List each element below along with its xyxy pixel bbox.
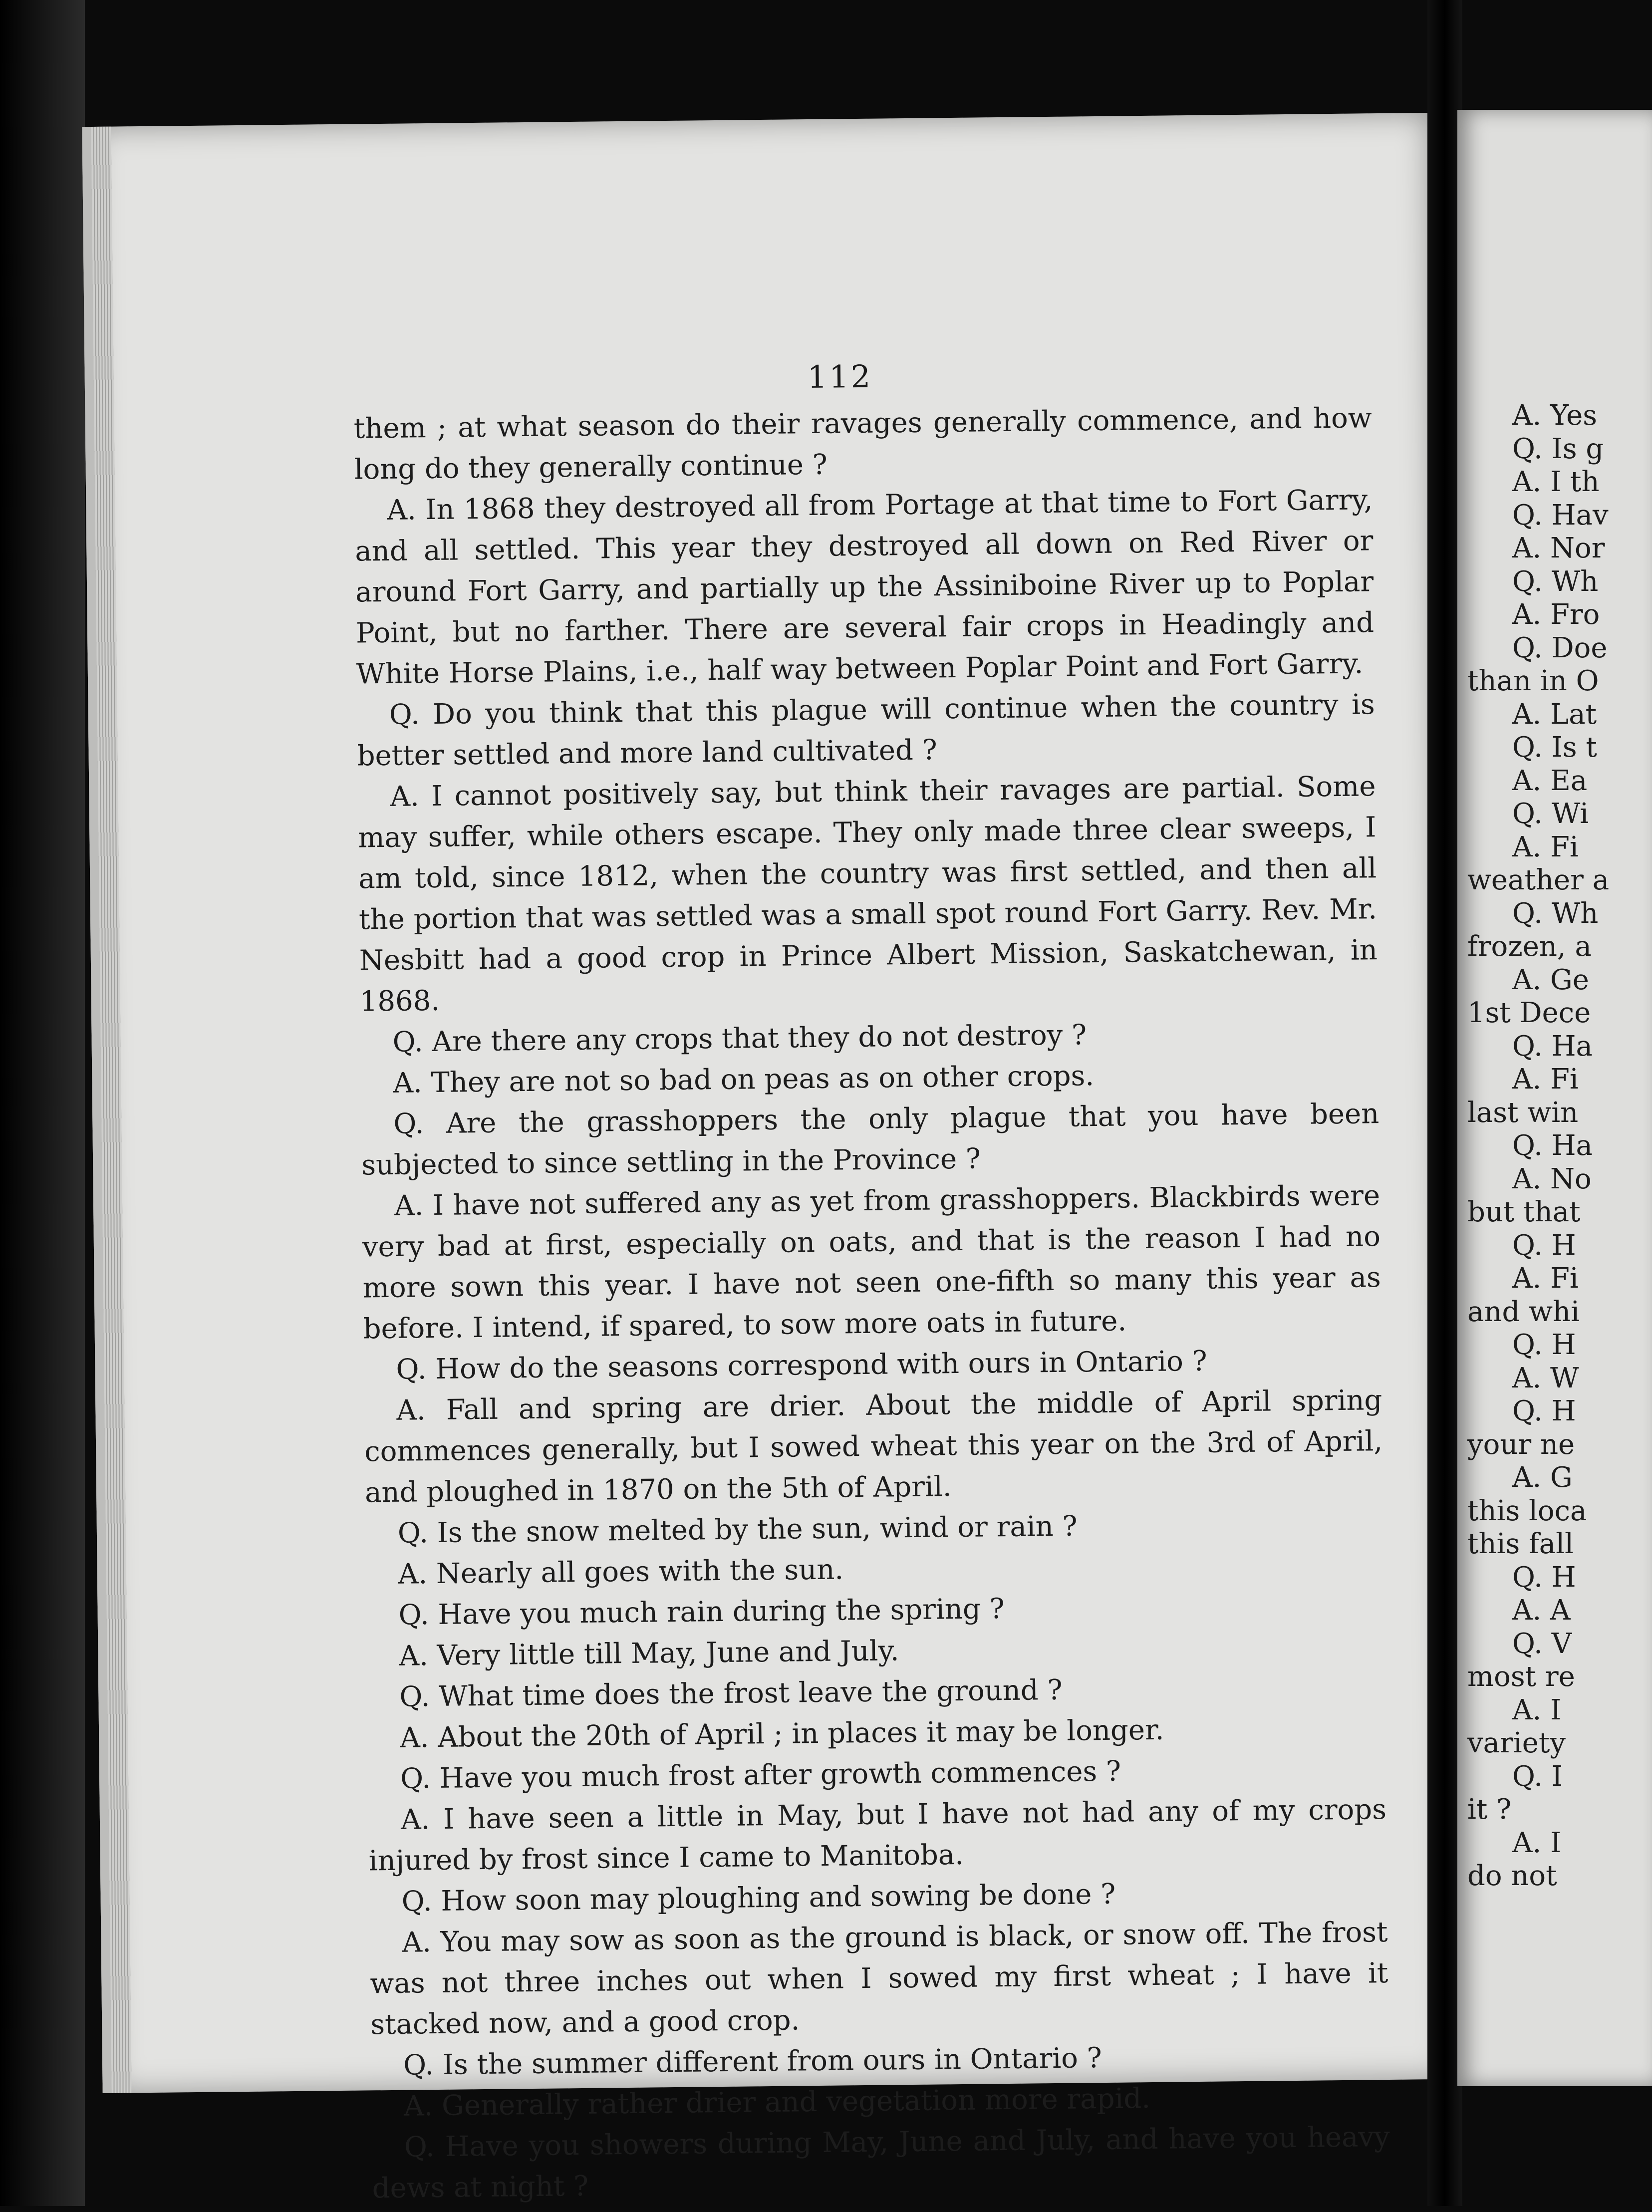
- facing-page-line: A. Fi: [1512, 830, 1579, 863]
- facing-page-line: last win: [1467, 1096, 1579, 1129]
- facing-page-line: A. Nor: [1512, 532, 1605, 564]
- facing-page-line: weather a: [1467, 864, 1610, 896]
- paragraph: Q. Are there any crops that they do not destroy ?: [392, 1019, 1087, 1059]
- facing-page-line: it ?: [1467, 1793, 1512, 1826]
- facing-page-line: A. I: [1512, 1693, 1562, 1726]
- facing-page-line: variety: [1467, 1727, 1566, 1759]
- paragraph: Q. What time does the frost leave the ground ?: [399, 1673, 1063, 1713]
- paragraph: A. Very little till May, June and July.: [399, 1635, 899, 1672]
- facing-page-line: this fall: [1467, 1528, 1574, 1560]
- facing-page-line: Q. Wh: [1512, 565, 1599, 598]
- paragraph: Q. Have you much frost after growth commences ?: [400, 1755, 1121, 1795]
- paragraph: A. About the 20th of April ; in places it may be longer.: [399, 1713, 1164, 1754]
- paragraph: Q. How soon may ploughing and sowing be done ?: [401, 1878, 1116, 1918]
- facing-page-line: most re: [1467, 1660, 1575, 1693]
- left-page: [82, 113, 1449, 2205]
- page-edge: [91, 127, 131, 2093]
- facing-page: [1457, 110, 1652, 2086]
- facing-page-line: 1st Dece: [1467, 997, 1591, 1029]
- facing-page-line: A. Yes: [1512, 399, 1598, 432]
- page-text: [353, 398, 1390, 2209]
- paragraph: A. I have seen a little in May, but I have not had any of my crops injured by frost since I came to Manitoba.: [368, 1793, 1387, 1878]
- facing-page-line: A. G: [1512, 1461, 1573, 1494]
- facing-page-line: Q. Doe: [1512, 631, 1608, 664]
- facing-page-line: A. No: [1512, 1162, 1592, 1195]
- paragraph: Q. Is the snow melted by the sun, wind or rain ?: [397, 1510, 1078, 1550]
- facing-page-line: and whi: [1467, 1295, 1580, 1328]
- facing-page-line: do not: [1467, 1860, 1557, 1892]
- paragraph: Q. How do the seasons correspond with ours in Ontario ?: [396, 1345, 1207, 1386]
- paragraph: A. I cannot positively say, but think their ravages are partial. Some may suffer, while others escape. They only made three clear sweeps, I am told, since 1812, when the country was first settled, and then all the portion that was settled was a small spot round Fort Garry. Rev. Mr. Nesbitt had a good crop in Prince Albert Mission, Saskatchewan, in 1868.: [358, 770, 1378, 1018]
- paragraph: Q. Are the grasshoppers the only plague that you have been subjected to since settling in the Province ?: [361, 1098, 1379, 1182]
- paragraph: A. Fall and spring are drier. About the middle of April spring commences generally, but I sowed wheat this year on the 3rd of April, and ploughed in 1870 on the 5th of April.: [364, 1384, 1383, 1509]
- facing-page-line: your ne: [1467, 1428, 1575, 1461]
- paragraph: Q. Is the summer different from ours in Ontario ?: [403, 2042, 1102, 2082]
- facing-page-line: Q. H: [1512, 1561, 1576, 1594]
- facing-page-line: Q. H: [1512, 1329, 1576, 1361]
- facing-page-line: A. I: [1512, 1826, 1562, 1859]
- facing-page-line: Q. H: [1512, 1395, 1576, 1427]
- paragraph: A. Nearly all goes with the sun.: [398, 1553, 844, 1591]
- facing-page-line: this loca: [1467, 1494, 1587, 1527]
- facing-page-line: Q. V: [1512, 1627, 1572, 1660]
- facing-page-line: Q. Ha: [1512, 1030, 1593, 1063]
- facing-page-line: Q. Ha: [1512, 1129, 1593, 1162]
- paragraph: A. You may sow as soon as the ground is black, or snow off. The frost was not three inches out when I sowed my first wheat ; I have it stacked now, and a good crop.: [370, 1916, 1388, 2041]
- book-binding: [0, 0, 85, 2206]
- facing-page-line: A. Fi: [1512, 1262, 1579, 1295]
- paragraph: them ; at what season do their ravages generally commence, and how long do they generally continue ?: [353, 402, 1373, 486]
- facing-page-line: A. I th: [1512, 466, 1600, 498]
- facing-page-line: but that: [1467, 1196, 1581, 1228]
- facing-page-line: than in O: [1467, 665, 1599, 697]
- facing-page-line: Q. Hav: [1512, 499, 1609, 532]
- paragraph: A. Generally rather drier and vegetation more rapid.: [403, 2082, 1151, 2123]
- facing-page-line: Q. Is t: [1512, 731, 1597, 764]
- facing-page-line: A. W: [1512, 1362, 1579, 1394]
- facing-page-line: Q. Wi: [1512, 798, 1589, 830]
- facing-page-line: frozen, a: [1467, 930, 1592, 963]
- facing-page-line: A. Fro: [1512, 598, 1600, 631]
- facing-page-line: A. Ea: [1512, 764, 1588, 797]
- paragraph: Q. Do you think that this plague will continue when the country is better settled and more land cultivated ?: [357, 688, 1376, 773]
- facing-page-line: A. A: [1512, 1594, 1571, 1627]
- facing-page-line: Q. Wh: [1512, 897, 1599, 930]
- facing-page-line: A. Fi: [1512, 1063, 1579, 1096]
- paragraph: A. They are not so bad on peas as on other crops.: [393, 1060, 1095, 1100]
- page-number: 112: [807, 358, 873, 396]
- facing-page-text: [1467, 399, 1652, 1893]
- facing-page-line: Q. I: [1512, 1760, 1563, 1793]
- paragraph: A. I have not suffered any as yet from grasshoppers. Blackbirds were very bad at first, especially on oats, and that is the reason I had no more sown this year. I have not seen one-fifth so many this year as before. I intend, if spared, to sow more oats in future.: [362, 1179, 1381, 1346]
- facing-page-line: Q. H: [1512, 1229, 1576, 1262]
- facing-page-line: A. Lat: [1512, 698, 1597, 731]
- paragraph: Q. Have you much rain during the spring ?: [398, 1593, 1005, 1632]
- paragraph: Q. Have you showers during May, June and July, and have you heavy dews at night ?: [372, 2121, 1390, 2205]
- paragraph: A. In 1868 they destroyed all from Portage at that time to Fort Garry, and all settled. This year they destroyed all down on Red River or around Fort Garry, and partially up the Assiniboine River up to Poplar Point, but no farther. There are several fair crops in Headingly and White Horse Plains, i.e., half way between Poplar Point and Fort Garry.: [355, 484, 1375, 691]
- facing-page-line: Q. Is g: [1512, 432, 1604, 465]
- facing-page-line: A. Ge: [1512, 963, 1589, 996]
